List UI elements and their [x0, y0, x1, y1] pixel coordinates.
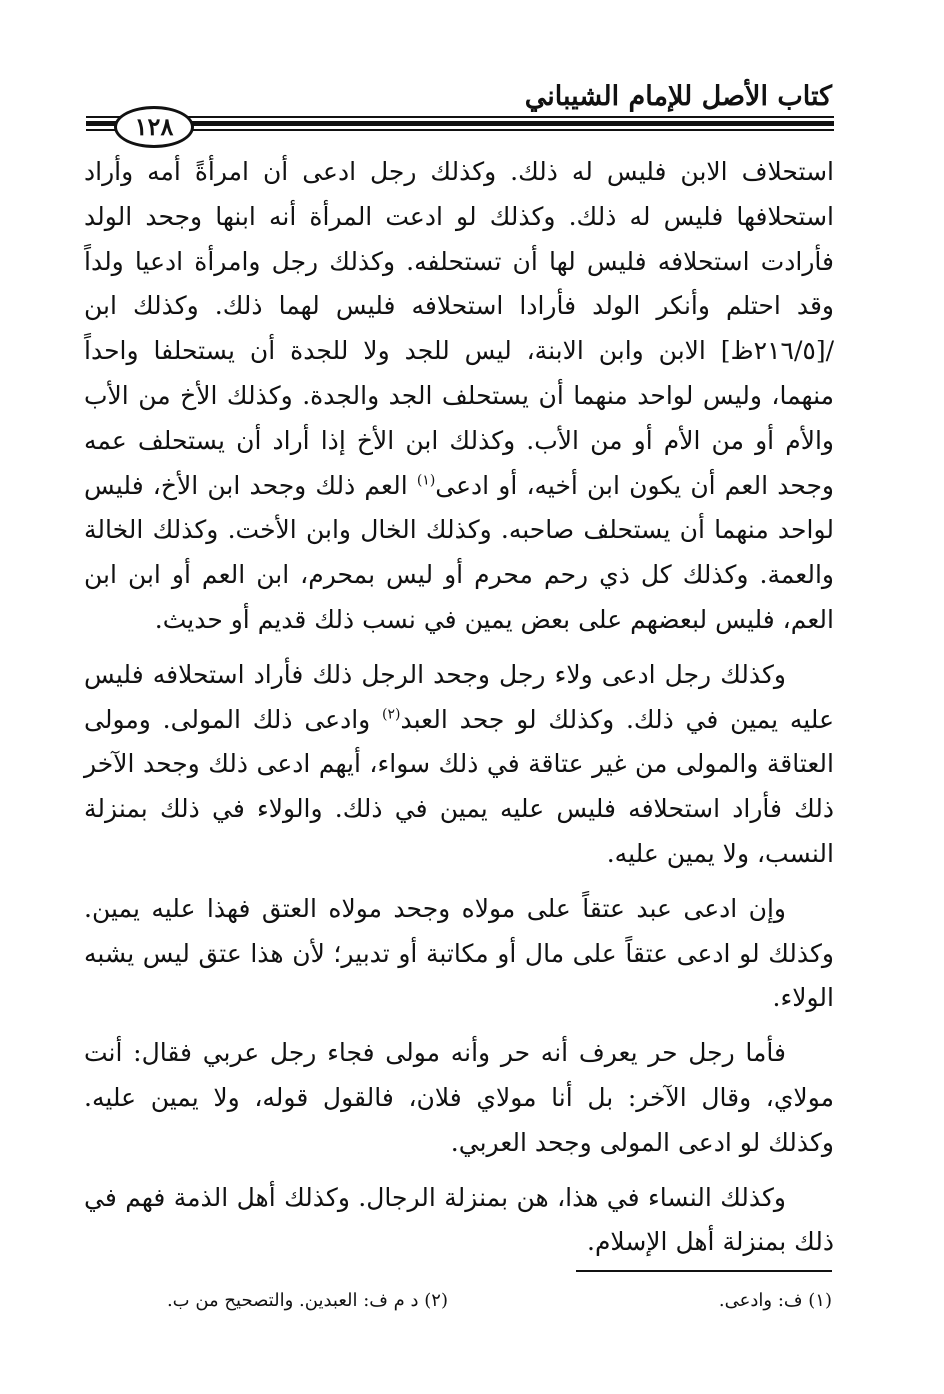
footnote-marker-2: (٢) — [382, 706, 401, 723]
paragraph-text: فأما رجل حر يعرف أنه حر وأنه مولى فجاء رجل عربي فقال: أنت مولاي، وقال الآخر: بل أنا مولاي فلان، فالقول قوله، ولا يمين عليه. وكذلك لو ادعى المولى وجحد العربي. — [84, 1038, 834, 1157]
paragraph-2 — [84, 653, 834, 877]
paragraph-text: وإن ادعى عبد عتقاً على مولاه وجحد مولاه العتق فهذا عليه يمين. وكذلك لو ادعى عتقاً على مال أو مكاتبة أو تدبير؛ لأن هذا عتق ليس يشبه الولاء. — [84, 893, 834, 1013]
paragraph-4 — [84, 1031, 834, 1165]
paragraph-text: استحلاف الابن فليس له ذلك. وكذلك رجل ادعى أن امرأةً أمه وأراد استحلافها فليس له ذلك. وكذلك لو ادعت المرأة أنه ابنها وجحد الولد فأرادت استحلافه فليس لها أن تستحلفه. وكذلك رجل وامرأة ادعيا ولداً وقد احتلم وأنكر الولد فأرادا استحلافه فليس لهما ذلك. وكذلك ابن /[٢١٦/٥ظ] الابن وابن الابنة، ليس للجد ولا للجدة أن يستحلفا واحداً منهما، وليس لواحد منهما أن يستحلف الجد والجدة. وكذلك الأخ من الأب والأم أو من الأم أو من الأب. وكذلك ابن الأخ إذا أراد أن يستحلف عمه وجحد العم أن يكون ابن أخيه، أو ادعى — [84, 157, 834, 500]
footnote-1: (١) ف: وادعى. — [718, 1290, 832, 1311]
running-title: كتاب الأصل للإمام الشيباني — [524, 81, 832, 112]
body-text — [84, 150, 834, 1275]
header-rule-top — [86, 116, 834, 118]
paragraph-3 — [84, 887, 834, 1021]
paragraph-text: وادعى ذلك المولى. ومولى العتاقة والمولى من غير عتاقة في ذلك سواء، أيهم ادعى ذلك وجحد الآخر ذلك فأراد استحلافه فليس عليه يمين في ذلك. والولاء في ذلك بمنزلة النسب، ولا يمين عليه. — [84, 704, 834, 868]
page-number: ١٢٨ — [114, 106, 194, 148]
paragraph-text: العم ذلك وجحد ابن الأخ، فليس لواحد منهما أن يستحلف صاحبه. وكذلك الخال وابن الأخت. وكذلك الخالة والعمة. وكذلك كل ذي رحم محرم أو ليس بمحرم، ابن العم أو ابن ابن العم، فليس لبعضهم على بعض يمين في نسب ذلك قديم أو حديث. — [84, 470, 834, 634]
paragraph-text: وكذلك رجل ادعى ولاء رجل وجحد الرجل ذلك فأراد استحلافه فليس عليه يمين في ذلك. وكذلك لو جحد العبد — [84, 659, 834, 734]
header-rule-bottom — [86, 129, 834, 131]
footnote-marker-1: (١) — [416, 472, 436, 489]
paragraph-text: وكذلك النساء في هذا، هن بمنزلة الرجال. وكذلك أهل الذمة فهم في ذلك بمنزلة أهل الإسلام. — [84, 1182, 834, 1257]
footnote-rule — [576, 1270, 832, 1272]
header-rule-middle — [86, 121, 834, 126]
footnote-2: (٢) د م ف: العبدين. والتصحيح من ب. — [166, 1290, 448, 1311]
paragraph-5 — [84, 1176, 834, 1266]
paragraph-1 — [84, 150, 834, 643]
